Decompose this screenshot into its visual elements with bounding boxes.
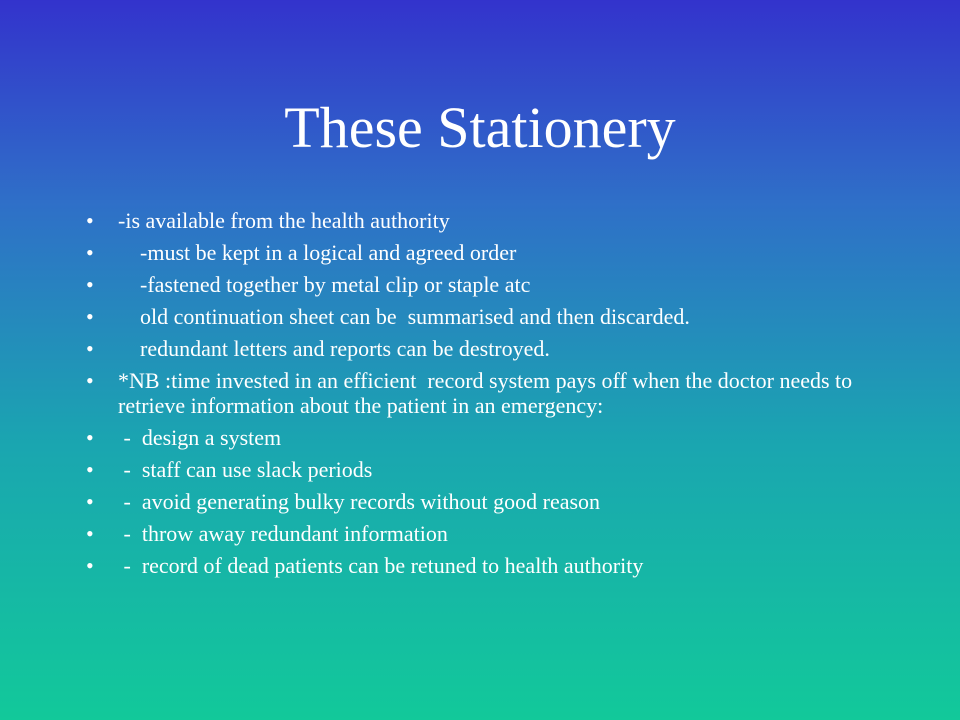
bullet-item (84, 304, 904, 329)
bullet-icon: • (86, 208, 94, 233)
bullet-icon: • (86, 521, 94, 546)
bullet-item (84, 489, 904, 514)
bullet-icon: • (86, 368, 94, 393)
bullet-icon: • (86, 240, 94, 265)
bullet-text: redundant letters and reports can be destroyed. (118, 336, 550, 361)
bullet-item (84, 336, 904, 361)
bullet-icon: • (86, 553, 94, 578)
bullet-list (84, 208, 904, 585)
bullet-item (84, 368, 904, 418)
bullet-text: old continuation sheet can be summarised and then discarded. (118, 304, 690, 329)
bullet-text: *NB :time invested in an efficient record system pays off when the doctor needs to retrieve information about the patient in an emergency: (118, 368, 858, 418)
bullet-text: - record of dead patients can be retuned to health authority (118, 553, 644, 578)
bullet-text: -is available from the health authority (118, 208, 450, 233)
slide-title: These Stationery (284, 95, 676, 160)
bullet-text: - throw away redundant information (118, 521, 448, 546)
bullet-icon: • (86, 489, 94, 514)
bullet-text: -must be kept in a logical and agreed order (118, 240, 517, 265)
bullet-icon: • (86, 304, 94, 329)
bullet-item (84, 425, 904, 450)
bullet-item (84, 208, 904, 233)
bullet-text: - staff can use slack periods (118, 457, 373, 482)
bullet-item (84, 521, 904, 546)
bullet-icon: • (86, 425, 94, 450)
bullet-item (84, 272, 904, 297)
bullet-icon: • (86, 457, 94, 482)
bullet-icon: • (86, 336, 94, 361)
bullet-item (84, 553, 904, 578)
bullet-icon: • (86, 272, 94, 297)
bullet-item (84, 457, 904, 482)
bullet-text: - avoid generating bulky records without good reason (118, 489, 601, 514)
bullet-item (84, 240, 904, 265)
bullet-text: - design a system (118, 425, 282, 450)
bullet-text: -fastened together by metal clip or staple atc (118, 272, 531, 297)
